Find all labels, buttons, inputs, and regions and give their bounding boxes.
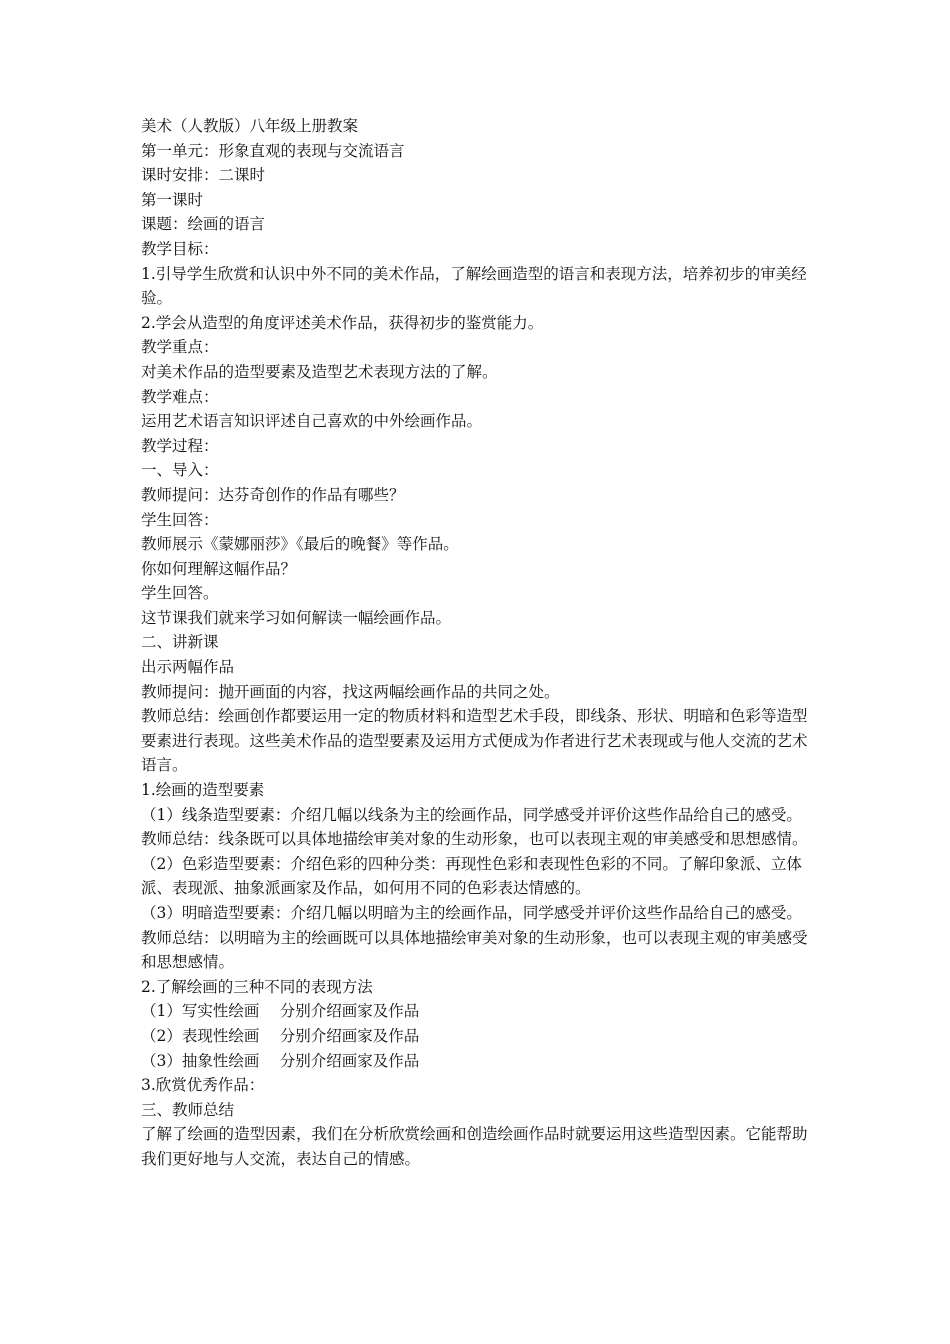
section-heading-difficulties: 教学难点： bbox=[141, 387, 219, 406]
paragraph: 对美术作品的造型要素及造型艺术表现方法的了解。 bbox=[141, 362, 498, 381]
schedule-line: 课时安排：二课时 bbox=[141, 166, 266, 185]
paragraph: 教师展示《蒙娜丽莎》《最后的晚餐》等作品。 bbox=[141, 535, 459, 554]
paragraph: 这节课我们就来学习如何解读一幅绘画作品。 bbox=[141, 608, 452, 627]
section-heading-process: 教学过程： bbox=[141, 436, 219, 455]
paragraph: 了解了绘画的造型因素，我们在分析欣赏绘画和创造绘画作品时就要运用这些造型因素。它能帮助我们更好地与人交流，表达自己的情感。 bbox=[141, 1125, 808, 1168]
list-heading: 1.绘画的造型要素 bbox=[141, 781, 265, 800]
document-body bbox=[141, 114, 813, 1172]
section-heading-key-points: 教学重点： bbox=[141, 338, 219, 357]
paragraph: 你如何理解这幅作品？ bbox=[141, 559, 297, 578]
paragraph: 学生回答。 bbox=[141, 584, 219, 603]
subsection-heading: 三、教师总结 bbox=[141, 1100, 235, 1119]
lesson-topic: 课题：绘画的语言 bbox=[141, 215, 266, 234]
list-item: （2）色彩造型要素：介绍色彩的四种分类：再现性色彩和表现性色彩的不同。了解印象派、立体派、表现派、抽象派画家及作品，如何用不同的色彩表达情感的。 bbox=[141, 854, 802, 898]
subsection-heading: 二、讲新课 bbox=[141, 633, 219, 652]
list-heading: 2.了解绘画的三种不同的表现方法 bbox=[141, 977, 373, 996]
paragraph: 教师总结：绘画创作都要运用一定的物质材料和造型艺术手段，即线条、形状、明暗和色彩等造型要素进行表现。这些美术作品的造型要素及运用方式便成为作者进行艺术表现或与他人交流的艺术语言。 bbox=[141, 707, 808, 775]
paragraph: 学生回答： bbox=[141, 510, 219, 529]
paragraph: 出示两幅作品 bbox=[141, 658, 235, 677]
paragraph: 教师提问：达芬奇创作的作品有哪些？ bbox=[141, 485, 405, 504]
list-item: （3）明暗造型要素：介绍几幅以明暗为主的绘画作品，同学感受并评价这些作品给自己的感受。教师总结：以明暗为主的绘画既可以具体地描绘审美对象的生动形象，也可以表现主观的审美感受和思想感情。 bbox=[141, 904, 808, 972]
section-heading-objectives: 教学目标： bbox=[141, 239, 219, 258]
list-item: （1）线条造型要素：介绍几幅以线条为主的绘画作品，同学感受并评价这些作品给自己的感受。教师总结：线条既可以具体地描绘审美对象的生动形象，也可以表现主观的审美感受和思想感情。 bbox=[141, 805, 808, 849]
document-title: 美术（人教版）八年级上册教案 bbox=[141, 117, 359, 135]
list-item: （3）抽象性绘画 分别介绍画家及作品 bbox=[141, 1051, 420, 1070]
objective-item: 1.引导学生欣赏和认识中外不同的美术作品，了解绘画造型的语言和表现方法，培养初步的审美经验。 bbox=[141, 264, 807, 308]
paragraph: 运用艺术语言知识评述自己喜欢的中外绘画作品。 bbox=[141, 412, 483, 431]
unit-title: 第一单元：形象直观的表现与交流语言 bbox=[141, 141, 405, 160]
lesson-number: 第一课时 bbox=[141, 190, 204, 209]
list-item: （2）表现性绘画 分别介绍画家及作品 bbox=[141, 1026, 420, 1045]
subsection-heading: 一、导入： bbox=[141, 461, 219, 480]
list-heading: 3.欣赏优秀作品： bbox=[141, 1076, 265, 1095]
paragraph: 教师提问：抛开画面的内容，找这两幅绘画作品的共同之处。 bbox=[141, 682, 560, 701]
objective-item: 2.学会从造型的角度评述美术作品，获得初步的鉴赏能力。 bbox=[141, 313, 544, 332]
list-item: （1）写实性绘画 分别介绍画家及作品 bbox=[141, 1002, 420, 1021]
